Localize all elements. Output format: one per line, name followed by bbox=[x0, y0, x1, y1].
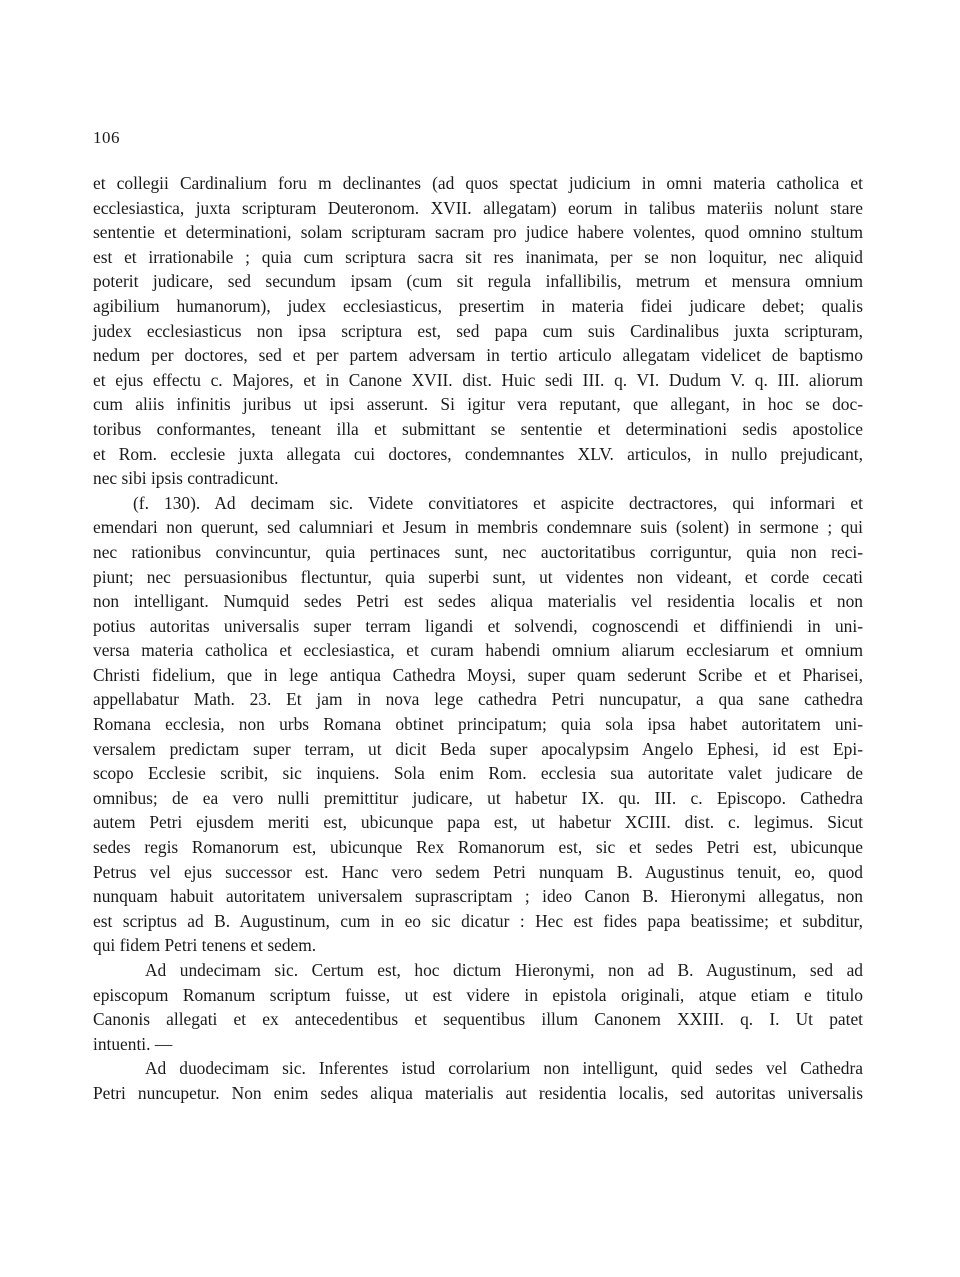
text-line: non intelligant. Numquid sedes Petri est sedes aliqua materialis vel residentia localis et non bbox=[93, 591, 863, 612]
text-line: cum aliis infinitis juribus ut ipsi asserunt. Si igitur vera reputant, que allegant, in hoc se doc- bbox=[93, 394, 863, 415]
text-line: versa materia catholica et ecclesiastica, et curam habendi omnium aliarum ecclesiarum et omnium bbox=[93, 640, 863, 661]
text-line: et collegii Cardinalium foru m declinantes (ad quos spectat judicium in omni materia catholica et bbox=[93, 173, 863, 193]
text-line: judex ecclesiasticus non ipsa scriptura est, sed papa cum suis Cardinalibus juxta scripturam, bbox=[93, 320, 863, 341]
text-line: Ad duodecimam sic. Inferentes istud corrolarium non intelligunt, quid sedes vel Cathedra bbox=[145, 1058, 863, 1079]
text-line: (f. 130). Ad decimam sic. Videte convitiatores et aspicite dectractores, qui informari et bbox=[133, 492, 863, 513]
text-line: et Rom. ecclesie juxta allegata cui doctores, condemnantes XLV. articulos, in nullo prejudicant, bbox=[93, 443, 863, 464]
text-line: Petri nuncupetur. Non enim sedes aliqua materialis aut residentia localis, sed autoritas universalis bbox=[93, 1082, 863, 1103]
text-line: poterit judicare, sed secundum ipsam (cum sit regula infallibilis, metrum et mensura omnium bbox=[93, 271, 863, 292]
text-line: ecclesiastica, juxta scripturam Deuteronom. XVII. allegatam) eorum in talibus materiis nolunt stare bbox=[93, 197, 863, 218]
body-text bbox=[93, 171, 863, 1106]
text-line: versalem predictam super terram, ut dicit Beda super apocalypsim Angelo Ephesi, id est Epi- bbox=[93, 738, 863, 759]
text-line: sententie et determinationi, solam scripturam sacram pro judice habere volentes, quod omnino stultum bbox=[93, 222, 863, 243]
text-line: est scriptus ad B. Augustinum, cum in eo sic dicatur : Hec est fides papa beatissime; et subditur, bbox=[93, 910, 863, 931]
text-line: qui fidem Petri tenens et sedem. bbox=[93, 935, 317, 956]
text-line: agibilium humanorum), judex ecclesiasticus, presertim in materia fidei judicare debet; qualis bbox=[93, 295, 863, 316]
text-line: est et irrationabile ; quia cum scriptura sacra sit res inanimata, per se non loquitur, nec aliquid bbox=[93, 246, 863, 267]
text-line: intuenti. — bbox=[93, 1033, 173, 1054]
text-line: Canonis allegati et ex antecedentibus et sequentibus illum Canonem XXIII. q. I. Ut patet bbox=[93, 1009, 863, 1030]
text-line: episcopum Romanum scriptum fuisse, ut est videre in epistola originali, atque etiam e titulo bbox=[93, 984, 863, 1005]
text-line: toribus conformantes, teneant illa et submittant se sententie et determinationi sedis apostolice bbox=[93, 418, 863, 439]
text-line: nec sibi ipsis contradicunt. bbox=[93, 468, 279, 489]
text-line: potius autoritas universalis super terram ligandi et solvendi, cognoscendi et diffiniendi in uni- bbox=[93, 615, 863, 636]
text-line: et ejus effectu c. Majores, et in Canone XVII. dist. Huic sedi III. q. VI. Dudum V. q. III. aliorum bbox=[93, 369, 863, 390]
text-line: nunquam habuit autoritatem universalem suprascriptam ; ideo Canon B. Hieronymi allegatus, non bbox=[93, 886, 863, 907]
text-line: nec rationibus convincuntur, quia pertinaces sunt, nec auctoritatibus corriguntur, quia non reci- bbox=[93, 541, 863, 562]
text-line: Romana ecclesia, non urbs Romana obtinet principatum; quia sola ipsa habet autoritatem uni- bbox=[93, 714, 863, 735]
page-number: 106 bbox=[93, 128, 120, 147]
text-line: Christi fidelium, que in lege antiqua Cathedra Moysi, super quam sederunt Scribe et et Pharisei, bbox=[93, 664, 863, 685]
text-line: emendari non querunt, sed calumniari et Jesum in membris condemnare suis (solent) in sermone ; qui bbox=[93, 517, 863, 538]
text-line: Ad undecimam sic. Certum est, hoc dictum Hieronymi, non ad B. Augustinum, sed ad bbox=[145, 960, 863, 980]
text-line: scopo Ecclesie scribit, sic inquiens. Sola enim Rom. ecclesia sua autoritate valet judicare de bbox=[93, 763, 863, 784]
text-line: appellabatur Math. 23. Et jam in nova lege cathedra Petri nuncupatur, a qua sane cathedra bbox=[93, 689, 863, 710]
text-line: sedes regis Romanorum est, ubicunque Rex Romanorum est, sic et sedes Petri est, ubicunque bbox=[93, 837, 863, 858]
text-line: Petrus vel ejus successor est. Hanc vero sedem Petri nunquam B. Augustinus tenuit, eo, quod bbox=[93, 861, 863, 882]
text-line: nedum per doctores, sed et per partem adversam in tertio articulo allegatam videlicet de baptismo bbox=[93, 345, 863, 366]
text-line: piunt; nec persuasionibus flectuntur, quia superbi sunt, ut videntes non videant, et corde cecati bbox=[93, 566, 863, 587]
text-line: autem Petri ejusdem meriti est, ubicunque papa est, ut habetur XCIII. dist. c. legimus. Sicut bbox=[93, 812, 863, 833]
text-line: omnibus; de ea vero nulli premittitur judicare, ut habetur IX. qu. III. c. Episcopo. Cathedra bbox=[93, 787, 863, 808]
